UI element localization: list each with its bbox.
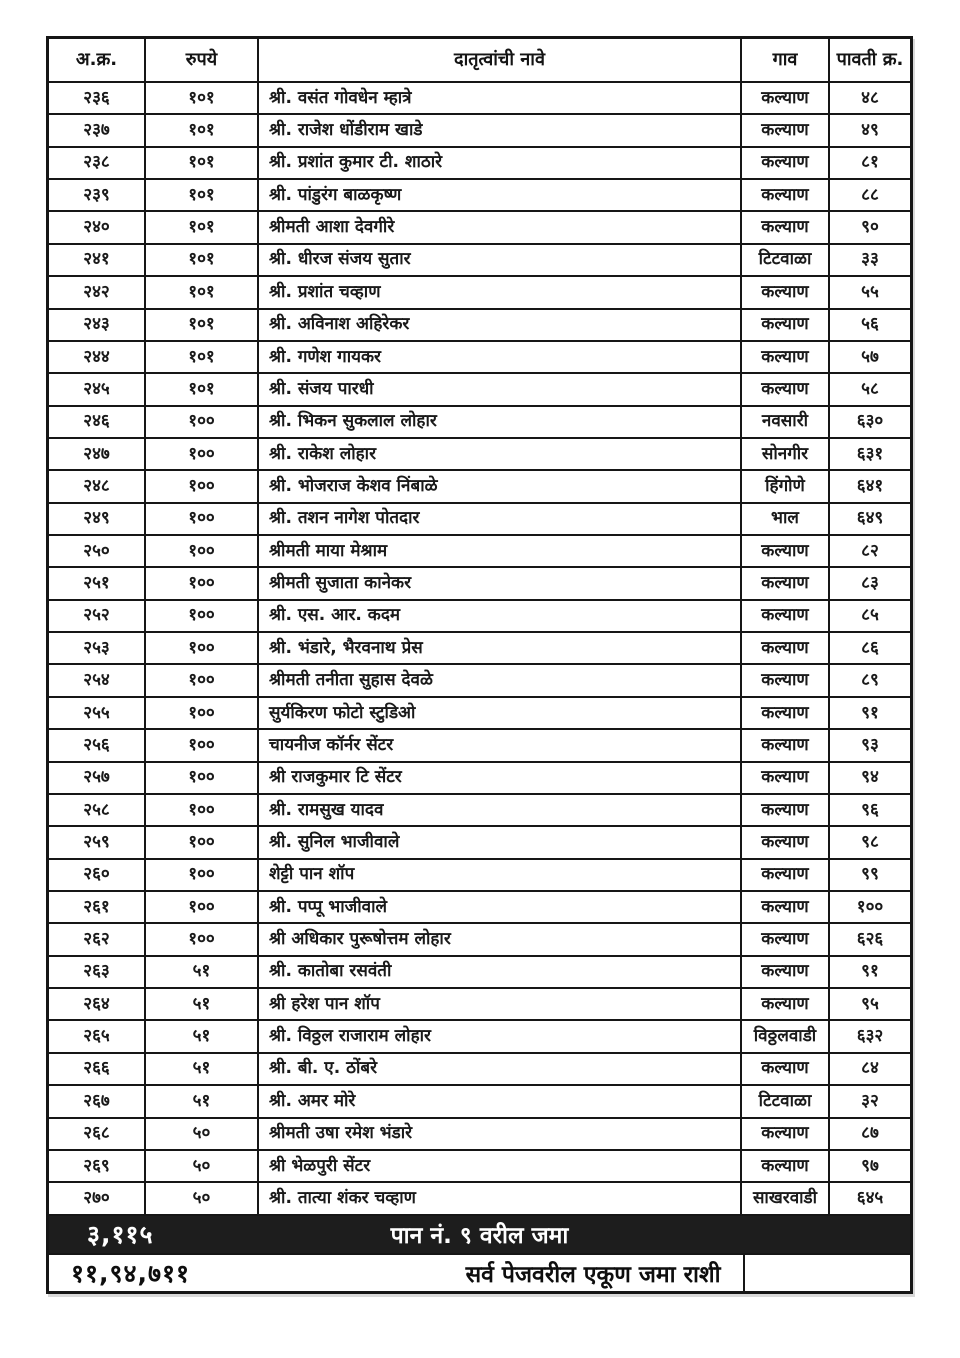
- column-header-village: गाव: [742, 39, 830, 81]
- receipt-cell: ९७: [861, 1155, 879, 1176]
- receipt-cell: ९८: [861, 831, 879, 852]
- serial-cell: २५९: [49, 827, 146, 857]
- serial-cell: २५६: [49, 730, 146, 760]
- village-cell: कल्याण: [742, 730, 830, 760]
- amount-cell: ५०: [146, 1151, 259, 1181]
- amount-cell: १००: [146, 504, 259, 534]
- name-cell: श्री. राकेश लोहार: [259, 439, 742, 469]
- amount-cell: १००: [146, 407, 259, 437]
- village-cell: सोनगीर: [742, 439, 830, 469]
- table-row: [49, 568, 910, 600]
- table-row: [49, 827, 910, 859]
- page-total-label: पान नं. ९ वरील जमा: [390, 1223, 569, 1250]
- column-header-amount: रुपये: [146, 39, 259, 81]
- village-cell: कल्याण: [742, 989, 830, 1019]
- amount-cell: १०१: [146, 310, 259, 340]
- table-row: [49, 374, 910, 406]
- village-cell: कल्याण: [742, 568, 830, 598]
- name-cell: श्रीमती तनीता सुहास देवळे: [259, 665, 742, 695]
- village-cell: कल्याण: [742, 1054, 830, 1084]
- receipt-cell: ९५: [861, 993, 879, 1014]
- serial-cell: २६३: [49, 957, 146, 987]
- name-cell: श्री. बी. ए. ठोंबरे: [259, 1054, 742, 1084]
- amount-cell: ५१: [146, 1054, 259, 1084]
- village-cell: कल्याण: [742, 633, 830, 663]
- table-row: [49, 1086, 910, 1118]
- serial-cell: २४५: [49, 374, 146, 404]
- serial-cell: २५५: [49, 698, 146, 728]
- table-row: [49, 439, 910, 471]
- receipt-cell: ८४: [861, 1058, 879, 1079]
- name-cell: श्रीमती माया मेश्राम: [259, 536, 742, 566]
- village-cell: कल्याण: [742, 1119, 830, 1149]
- amount-cell: ५१: [146, 1086, 259, 1116]
- receipt-cell: ४९: [861, 120, 879, 141]
- name-cell: चायनीज कॉर्नर सेंटर: [259, 730, 742, 760]
- serial-cell: २४३: [49, 310, 146, 340]
- name-cell: श्री. एस. आर. कदम: [259, 601, 742, 631]
- amount-cell: १००: [146, 471, 259, 501]
- table-row: [49, 1021, 910, 1053]
- receipt-cell: ५७: [861, 346, 879, 367]
- village-cell: कल्याण: [742, 180, 830, 210]
- name-cell: श्री. वसंत गोवधेन म्हात्रे: [259, 83, 742, 113]
- serial-cell: २६२: [49, 924, 146, 954]
- serial-cell: २६०: [49, 860, 146, 890]
- grand-total-amount: ११,९४,७११: [71, 1258, 190, 1288]
- village-cell: टिटवाळा: [742, 245, 830, 275]
- village-cell: टिटवाळा: [742, 1086, 830, 1116]
- village-cell: हिंगोणे: [742, 471, 830, 501]
- table-header-row: [49, 39, 910, 83]
- receipt-cell: ९१: [861, 961, 879, 982]
- table-row: [49, 407, 910, 439]
- table-row: [49, 892, 910, 924]
- village-cell: कल्याण: [742, 924, 830, 954]
- serial-cell: २४९: [49, 504, 146, 534]
- serial-cell: २५१: [49, 568, 146, 598]
- table-row: [49, 471, 910, 503]
- village-cell: कल्याण: [742, 795, 830, 825]
- table-row: [49, 924, 910, 956]
- table-row: [49, 180, 910, 212]
- name-cell: श्री. प्रशांत चव्हाण: [259, 277, 742, 307]
- receipt-cell: ६३१: [856, 443, 884, 464]
- column-header-receipt: पावती क्र.: [836, 49, 904, 70]
- amount-cell: १०१: [146, 277, 259, 307]
- page-total-row: [49, 1216, 910, 1255]
- receipt-cell: ६४९: [856, 508, 884, 529]
- name-cell: श्री राजकुमार टि सेंटर: [259, 763, 742, 793]
- receipt-cell: ४८: [861, 87, 879, 108]
- serial-cell: २३९: [49, 180, 146, 210]
- amount-cell: १००: [146, 860, 259, 890]
- amount-cell: १०१: [146, 148, 259, 178]
- table-row: [49, 310, 910, 342]
- table-row: [49, 989, 910, 1021]
- village-cell: कल्याण: [742, 148, 830, 178]
- receipt-cell: ८७: [861, 1123, 879, 1144]
- table-row: [49, 763, 910, 795]
- village-cell: भाल: [742, 504, 830, 534]
- table-row: [49, 1054, 910, 1086]
- amount-cell: १००: [146, 795, 259, 825]
- amount-cell: १०१: [146, 115, 259, 145]
- name-cell: श्री. पांडुरंग बाळकृष्ण: [259, 180, 742, 210]
- name-cell: श्री भेळपुरी सेंटर: [259, 1151, 742, 1181]
- table-row: [49, 795, 910, 827]
- name-cell: श्रीमती सुजाता कानेकर: [259, 568, 742, 598]
- name-cell: श्री हरेश पान शॉप: [259, 989, 742, 1019]
- table-row: [49, 730, 910, 762]
- grand-total-empty-cell: [743, 1255, 910, 1291]
- receipt-cell: ८२: [861, 540, 879, 561]
- amount-cell: १०१: [146, 245, 259, 275]
- amount-cell: १००: [146, 633, 259, 663]
- table-row: [49, 698, 910, 730]
- name-cell: श्री. कातोबा रसवंती: [259, 957, 742, 987]
- receipt-cell: ६४१: [856, 475, 884, 496]
- table-row: [49, 115, 910, 147]
- amount-cell: १०१: [146, 374, 259, 404]
- amount-cell: १००: [146, 827, 259, 857]
- table-row: [49, 212, 910, 244]
- serial-cell: २५२: [49, 601, 146, 631]
- receipt-cell: ५५: [861, 281, 879, 302]
- receipt-cell: ९३: [861, 734, 879, 755]
- grand-total-label: सर्व पेजवरील एकूण जमा राशी: [465, 1261, 721, 1288]
- receipt-cell: ८१: [861, 152, 879, 173]
- village-cell: कल्याण: [742, 277, 830, 307]
- serial-cell: २४१: [49, 245, 146, 275]
- village-cell: कल्याण: [742, 83, 830, 113]
- table-row: [49, 277, 910, 309]
- amount-cell: १००: [146, 730, 259, 760]
- receipt-cell: १००: [856, 896, 884, 917]
- receipt-cell: ८६: [861, 637, 879, 658]
- serial-cell: २४८: [49, 471, 146, 501]
- name-cell: श्री. अमर मोरे: [259, 1086, 742, 1116]
- village-cell: कल्याण: [742, 115, 830, 145]
- serial-cell: २३७: [49, 115, 146, 145]
- table-row: [49, 342, 910, 374]
- village-cell: साखरवाडी: [742, 1183, 830, 1213]
- receipt-cell: ८९: [861, 670, 879, 691]
- village-cell: कल्याण: [742, 860, 830, 890]
- village-cell: कल्याण: [742, 374, 830, 404]
- name-cell: श्री. रामसुख यादव: [259, 795, 742, 825]
- serial-cell: २६४: [49, 989, 146, 1019]
- amount-cell: १००: [146, 892, 259, 922]
- receipt-cell: ८३: [861, 573, 879, 594]
- amount-cell: १००: [146, 763, 259, 793]
- serial-cell: २३६: [49, 83, 146, 113]
- amount-cell: १०१: [146, 212, 259, 242]
- name-cell: श्री. तशन नागेश पोतदार: [259, 504, 742, 534]
- name-cell: श्री. पप्पू भाजीवाले: [259, 892, 742, 922]
- page-total-amount: ३,११५: [87, 1220, 154, 1250]
- name-cell: श्रीमती उषा रमेश भंडारे: [259, 1119, 742, 1149]
- serial-cell: २३८: [49, 148, 146, 178]
- serial-cell: २५४: [49, 665, 146, 695]
- name-cell: श्री. सुनिल भाजीवाले: [259, 827, 742, 857]
- amount-cell: १००: [146, 601, 259, 631]
- receipt-cell: ३२: [861, 1090, 879, 1111]
- name-cell: श्री. राजेश धोंडीराम खाडे: [259, 115, 742, 145]
- table-row: [49, 633, 910, 665]
- village-cell: विठ्ठलवाडी: [742, 1021, 830, 1051]
- receipt-cell: ६३०: [856, 411, 884, 432]
- receipt-cell: ८५: [861, 605, 879, 626]
- name-cell: श्री. भिकन सुकलाल लोहार: [259, 407, 742, 437]
- serial-cell: २४७: [49, 439, 146, 469]
- name-cell: श्री अधिकार पुरूषोत्तम लोहार: [259, 924, 742, 954]
- serial-cell: २६५: [49, 1021, 146, 1051]
- table-row: [49, 601, 910, 633]
- receipt-cell: ९९: [861, 864, 879, 885]
- name-cell: श्री. विठ्ठल राजाराम लोहार: [259, 1021, 742, 1051]
- village-cell: नवसारी: [742, 407, 830, 437]
- donation-table: [46, 36, 913, 1294]
- name-cell: श्री. संजय पारधी: [259, 374, 742, 404]
- name-cell: सुर्यकिरण फोटो स्टुडिओ: [259, 698, 742, 728]
- name-cell: श्रीमती आशा देवगीरे: [259, 212, 742, 242]
- serial-cell: २५८: [49, 795, 146, 825]
- receipt-cell: ९६: [861, 799, 879, 820]
- amount-cell: ५०: [146, 1183, 259, 1213]
- amount-cell: ५१: [146, 989, 259, 1019]
- table-row: [49, 1151, 910, 1183]
- table-row: [49, 504, 910, 536]
- name-cell: श्री. तात्या शंकर चव्हाण: [259, 1183, 742, 1213]
- serial-cell: २४२: [49, 277, 146, 307]
- amount-cell: १००: [146, 536, 259, 566]
- village-cell: कल्याण: [742, 1151, 830, 1181]
- amount-cell: १००: [146, 439, 259, 469]
- table-body: [49, 83, 910, 1216]
- table-row: [49, 148, 910, 180]
- serial-cell: २५०: [49, 536, 146, 566]
- serial-cell: २६८: [49, 1119, 146, 1149]
- receipt-cell: ८८: [861, 184, 879, 205]
- receipt-cell: ६४५: [856, 1187, 884, 1208]
- amount-cell: १०१: [146, 83, 259, 113]
- receipt-cell: ६३२: [856, 1026, 884, 1047]
- amount-cell: ५१: [146, 1021, 259, 1051]
- village-cell: कल्याण: [742, 601, 830, 631]
- table-row: [49, 1183, 910, 1215]
- column-header-serial: अ.क्र.: [49, 39, 146, 81]
- name-cell: श्री. भोजराज केशव निंबाळे: [259, 471, 742, 501]
- amount-cell: १०१: [146, 180, 259, 210]
- serial-cell: २४४: [49, 342, 146, 372]
- serial-cell: २५७: [49, 763, 146, 793]
- serial-cell: २४०: [49, 212, 146, 242]
- amount-cell: १०१: [146, 342, 259, 372]
- table-row: [49, 1119, 910, 1151]
- receipt-cell: ५८: [861, 378, 879, 399]
- receipt-cell: ९१: [861, 702, 879, 723]
- name-cell: श्री. प्रशांत कुमार टी. शाठारे: [259, 148, 742, 178]
- village-cell: कल्याण: [742, 665, 830, 695]
- receipt-cell: ६२६: [856, 929, 884, 950]
- village-cell: कल्याण: [742, 827, 830, 857]
- name-cell: शेट्टी पान शॉप: [259, 860, 742, 890]
- table-row: [49, 665, 910, 697]
- name-cell: श्री. गणेश गायकर: [259, 342, 742, 372]
- village-cell: कल्याण: [742, 342, 830, 372]
- amount-cell: ५०: [146, 1119, 259, 1149]
- table-row: [49, 83, 910, 115]
- receipt-cell: ९०: [861, 217, 879, 238]
- receipt-cell: ३३: [861, 249, 879, 270]
- table-row: [49, 536, 910, 568]
- serial-cell: २७०: [49, 1183, 146, 1213]
- table-row: [49, 957, 910, 989]
- amount-cell: १००: [146, 698, 259, 728]
- serial-cell: २६९: [49, 1151, 146, 1181]
- village-cell: कल्याण: [742, 892, 830, 922]
- village-cell: कल्याण: [742, 310, 830, 340]
- name-cell: श्री. भंडारे, भैरवनाथ प्रेस: [259, 633, 742, 663]
- receipt-cell: ९४: [861, 767, 879, 788]
- receipt-cell: ५६: [861, 314, 879, 335]
- serial-cell: २५३: [49, 633, 146, 663]
- amount-cell: १००: [146, 924, 259, 954]
- village-cell: कल्याण: [742, 957, 830, 987]
- village-cell: कल्याण: [742, 536, 830, 566]
- amount-cell: १००: [146, 665, 259, 695]
- village-cell: कल्याण: [742, 698, 830, 728]
- amount-cell: ५१: [146, 957, 259, 987]
- serial-cell: २६६: [49, 1054, 146, 1084]
- serial-cell: २६१: [49, 892, 146, 922]
- name-cell: श्री. धीरज संजय सुतार: [259, 245, 742, 275]
- name-cell: श्री. अविनाश अहिरेकर: [259, 310, 742, 340]
- table-row: [49, 860, 910, 892]
- village-cell: कल्याण: [742, 212, 830, 242]
- column-header-name: दातृत्वांची नावे: [259, 39, 742, 81]
- table-row: [49, 245, 910, 277]
- grand-total-row: [49, 1255, 910, 1291]
- serial-cell: २६७: [49, 1086, 146, 1116]
- serial-cell: २४६: [49, 407, 146, 437]
- village-cell: कल्याण: [742, 763, 830, 793]
- amount-cell: १००: [146, 568, 259, 598]
